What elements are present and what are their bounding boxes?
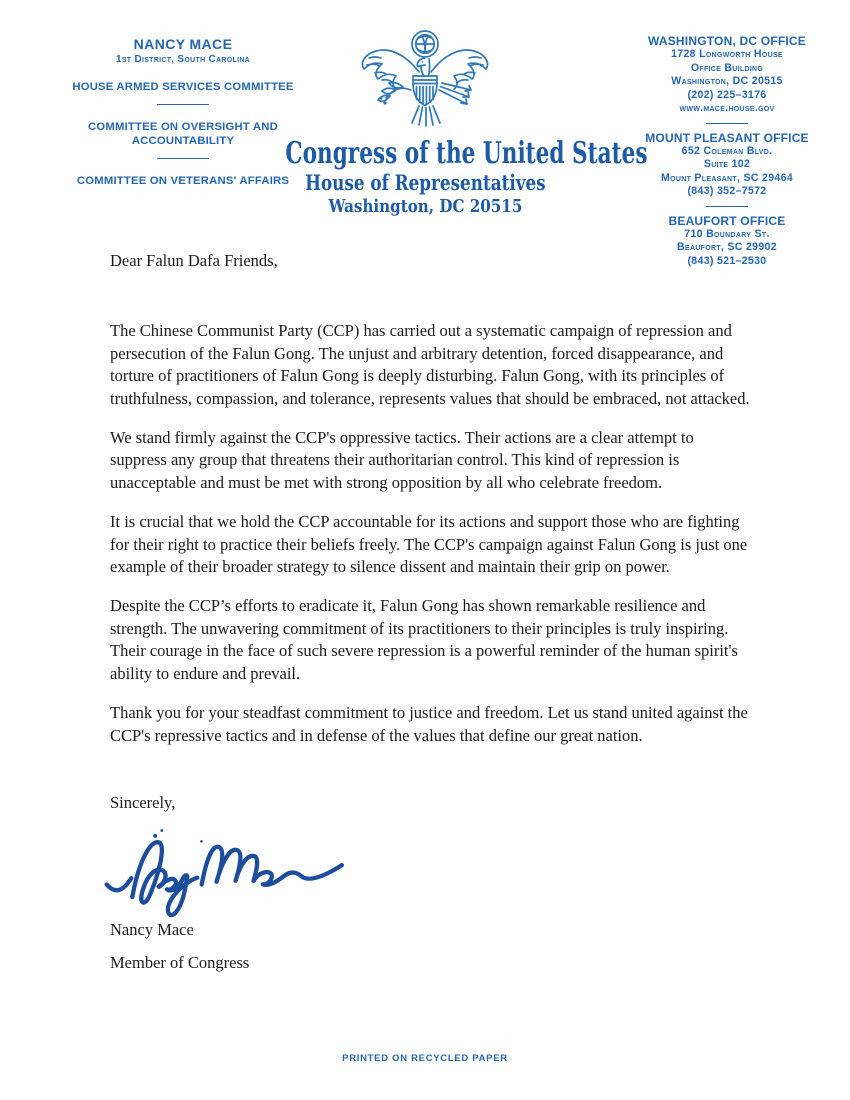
member-district: 1st District, South Carolina	[115, 54, 251, 65]
signer-name: Nancy Mace	[110, 920, 194, 939]
office-line: 1728 Longworth House	[671, 48, 783, 60]
congress-title: Congress of the United States	[285, 135, 648, 171]
committee-item: COMMITTEE ON OVERSIGHT AND ACCOUNTABILITY	[88, 121, 278, 147]
office-line: Washington, DC 20515	[671, 75, 783, 87]
member-name: NANCY MACE	[133, 36, 233, 52]
office-line: (202) 225–3176	[687, 88, 767, 101]
signature-image	[100, 818, 360, 928]
divider-rule	[706, 123, 748, 124]
office-title: BEAUFORT OFFICE	[668, 213, 786, 228]
office-title: WASHINGTON, DC OFFICE	[648, 34, 806, 48]
office-line: 652 Coleman Blvd.	[681, 144, 773, 157]
paragraph-1: The Chinese Communist Party (CCP) has carried out a systematic campaign of repression and persecution of the Falun Gong. The unjust and arbitrary detention, forced disappearance, and torture of practitioners of Falun Gong is deeply disturbing. Falun Gong, with its principles of truthfulness, compassion, and tolerance, represents values that should be embraced, not attacked.	[110, 321, 750, 408]
divider-rule	[706, 206, 748, 207]
office-line: 710 Boundary St.	[684, 227, 770, 240]
office-mount-pleasant	[612, 131, 842, 199]
office-line: (843) 521–2530	[687, 254, 767, 267]
office-line: Beaufort, SC 29902	[677, 241, 777, 253]
divider-rule	[157, 104, 209, 105]
committee-item: HOUSE ARMED SERVICES COMMITTEE	[72, 81, 294, 93]
office-line: Office Building	[690, 61, 764, 74]
district-offices-block	[612, 34, 842, 268]
paragraph-5: Thank you for your steadfast commitment to justice and freedom. Let us stand united against the CCP's repressive tactics and in defense of the values that define our great nation.	[110, 703, 748, 745]
signer-title: Member of Congress	[110, 953, 250, 972]
committee-item: COMMITTEE ON VETERANS' AFFAIRS	[76, 175, 290, 187]
capital-city: Washington, DC 20515	[328, 196, 522, 218]
office-line: Suite 102	[703, 158, 751, 170]
salutation: Dear Falun Dafa Friends,	[110, 251, 278, 270]
recycled-paper-note: PRINTED ON RECYCLED PAPER	[342, 1053, 508, 1064]
office-line: Mount Pleasant, SC 29464	[661, 171, 793, 184]
great-seal-icon	[355, 28, 495, 137]
office-title: MOUNT PLEASANT OFFICE	[645, 130, 809, 145]
divider-rule	[157, 158, 209, 159]
closing: Sincerely,	[110, 793, 176, 812]
paragraph-4: Despite the CCP’s efforts to eradicate it, Falun Gong has shown remarkable resilience and strength. The unwavering commitment of its practitioners to their principles is truly inspiring. Their courage in the face of such severe repression is a powerful reminder of the human spirit's ability to endure and prevail.	[110, 596, 738, 683]
congress-masthead	[215, 28, 648, 218]
paragraph-2: We stand firmly against the CCP's oppressive tactics. Their actions are a clear attempt to suppress any group that threatens their authoritarian control. This kind of repression is unacceptable and must be met with strong opposition by all who celebrate freedom.	[110, 428, 694, 492]
letter-body	[110, 250, 754, 764]
chamber-title: House of Representatives	[304, 169, 546, 195]
office-dc	[612, 34, 842, 116]
office-line: (843) 352–7572	[687, 185, 767, 197]
office-website: www.mace.house.gov	[679, 102, 775, 114]
paragraph-3: It is crucial that we hold the CCP accountable for its actions and support those who are fighting for their right to practice their beliefs freely. The CCP's campaign against Falun Gong is just one example of their broader strategy to silence dissent and maintain their grip on power.	[110, 512, 748, 577]
